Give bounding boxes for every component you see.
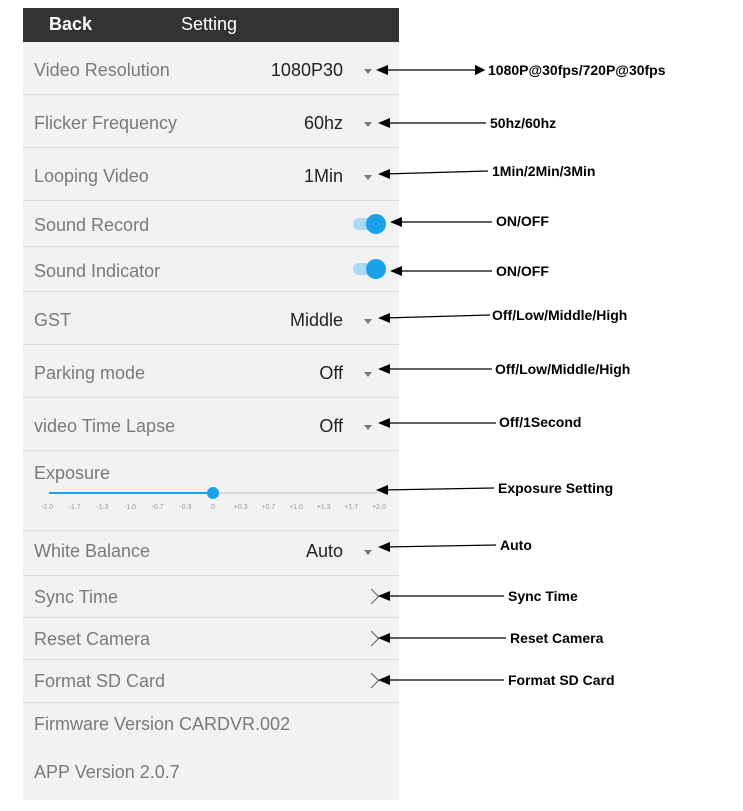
page-title: Setting xyxy=(181,14,238,34)
flicker-frequency-label: Flicker Frequency xyxy=(34,113,178,133)
annotation-parking-mode: Off/Low/Middle/High xyxy=(495,361,631,377)
sound-indicator-label: Sound Indicator xyxy=(34,261,161,281)
looping-video-label: Looping Video xyxy=(34,166,149,186)
exposure-tick-label: -0.3 xyxy=(179,504,192,511)
video-resolution-label: Video Resolution xyxy=(34,60,170,80)
exposure-tick-label: +1.3 xyxy=(316,504,331,511)
annotation-format-sd-card: Format SD Card xyxy=(508,672,615,688)
white-balance-label: White Balance xyxy=(34,541,151,561)
annotation-sync-time: Sync Time xyxy=(508,588,578,604)
parking-mode-value[interactable]: Off xyxy=(319,363,343,383)
sound-record-label: Sound Record xyxy=(34,215,150,235)
annotation-gst: Off/Low/Middle/High xyxy=(492,307,628,323)
exposure-tick-label: -0.7 xyxy=(151,504,164,511)
annotation-sound-record: ON/OFF xyxy=(496,213,549,229)
flicker-frequency-value[interactable]: 60hz xyxy=(303,113,343,133)
sync-time-label: Sync Time xyxy=(34,587,119,607)
exposure-label: Exposure xyxy=(34,463,111,483)
exposure-tick-label: +0.7 xyxy=(261,504,276,511)
reset-camera-label: Reset Camera xyxy=(34,629,151,649)
annotation-sound-indicator: ON/OFF xyxy=(496,263,549,279)
parking-mode-label: Parking mode xyxy=(34,363,146,383)
exposure-tick-label: +1.7 xyxy=(344,504,359,511)
annotation-video-resolution: 1080P@30fps/720P@30fps xyxy=(488,62,666,78)
app-version-text: APP Version 2.0.7 xyxy=(34,762,180,782)
annotation-reset-camera: Reset Camera xyxy=(510,630,604,646)
exposure-tick-label: +2.0 xyxy=(372,504,386,511)
annotation-exposure: Exposure Setting xyxy=(498,480,614,496)
gst-value[interactable]: Middle xyxy=(289,310,343,330)
white-balance-value[interactable]: Auto xyxy=(305,541,343,561)
exposure-tick-label: -1.0 xyxy=(123,504,137,511)
annotation-looping-video: 1Min/2Min/3Min xyxy=(492,163,596,179)
video-time-lapse-value[interactable]: Off xyxy=(319,416,343,436)
arrowheads xyxy=(376,65,402,685)
looping-video-value[interactable]: 1Min xyxy=(303,166,343,186)
annotation-flicker-frequency: 50hz/60hz xyxy=(490,115,557,131)
video-time-lapse-label: video Time Lapse xyxy=(34,416,176,436)
exposure-tick-label: -1.7 xyxy=(68,504,81,511)
annotation-video-time-lapse: Off/1Second xyxy=(499,414,582,430)
arrow-gst xyxy=(384,315,490,318)
format-sd-card-label: Format SD Card xyxy=(34,671,166,691)
arrow-exposure xyxy=(382,488,494,490)
exposure-tick-label: -2.0 xyxy=(40,504,54,511)
arrow-white-balance xyxy=(384,545,496,547)
firmware-version-text: Firmware Version CARDVR.002 xyxy=(34,714,291,734)
arrow-looping xyxy=(384,171,488,174)
gst-label: GST xyxy=(34,310,72,330)
exposure-tick-label: +1.0 xyxy=(289,504,303,511)
exposure-tick-label: 0 xyxy=(211,504,215,511)
annotation-white-balance: Auto xyxy=(500,537,532,553)
back-button[interactable]: Back xyxy=(49,14,93,34)
exposure-tick-label: +0.3 xyxy=(233,504,248,511)
exposure-tick-label: -1.3 xyxy=(96,504,109,511)
video-resolution-value[interactable]: 1080P30 xyxy=(270,60,343,80)
